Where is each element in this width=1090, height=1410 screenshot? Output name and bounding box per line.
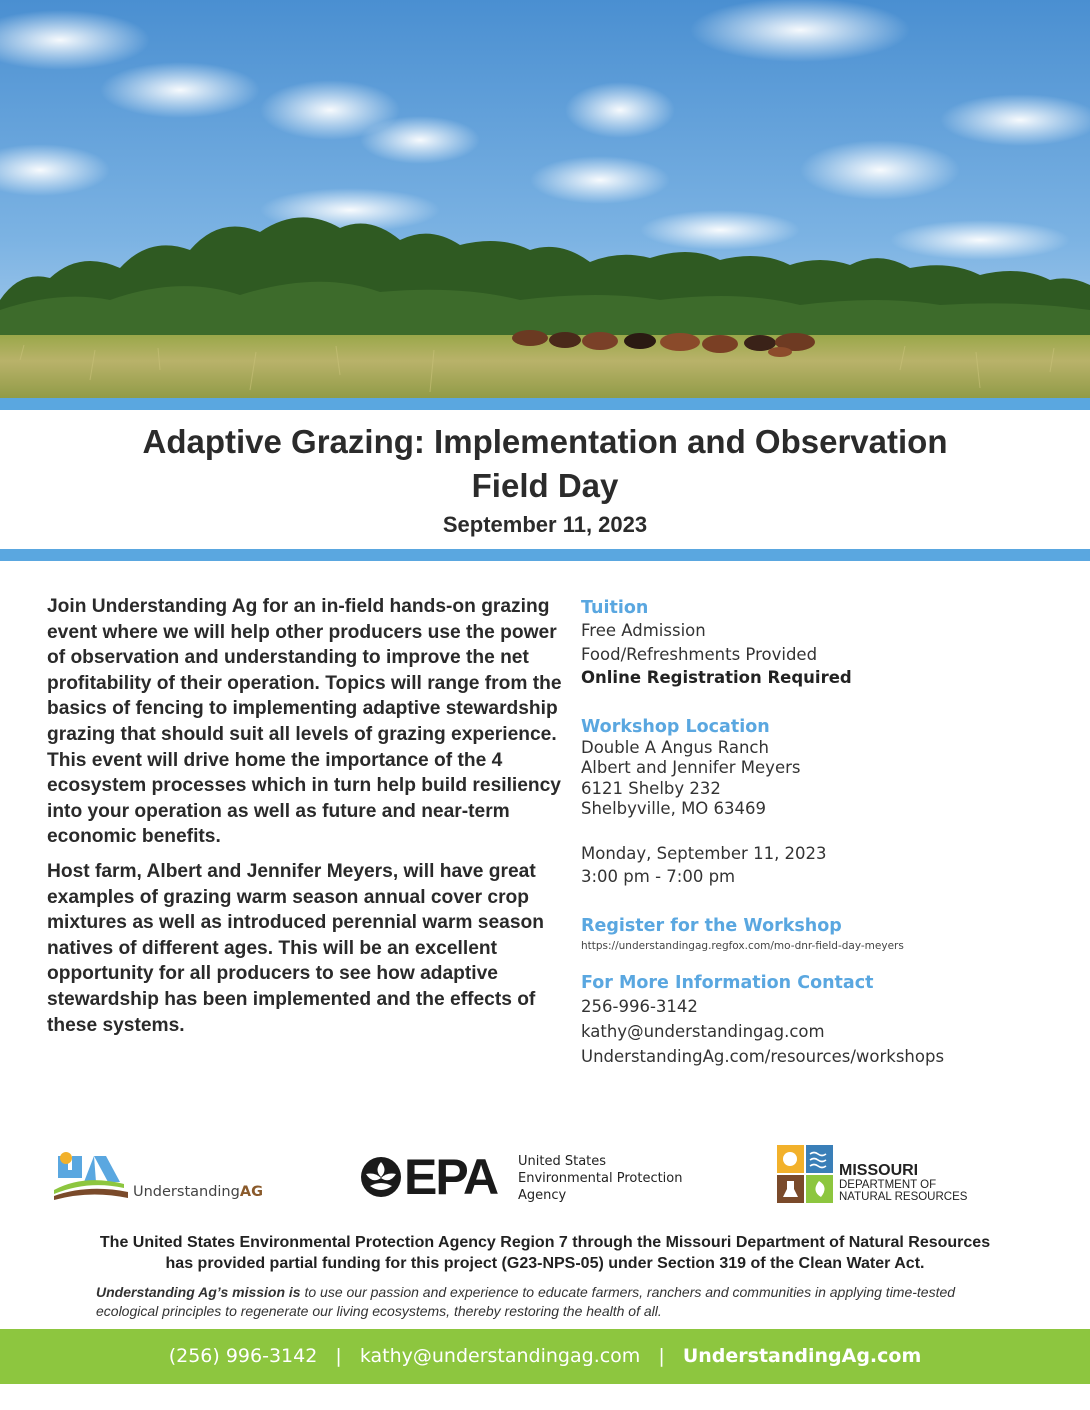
hero-photo [0, 0, 1090, 400]
contact-website[interactable]: UnderstandingAg.com/resources/workshops [581, 1046, 945, 1066]
epa-subtitle-line: United States [518, 1154, 607, 1169]
missouri-dnr-logo [777, 1145, 997, 1205]
location-line: Albert and Jennifer Meyers [581, 758, 801, 777]
event-day: Monday, September 11, 2023 [581, 843, 827, 863]
mo-dnr-subtitle-line: NATURAL RESOURCES [839, 1191, 968, 1203]
pasture-landscape-image [0, 0, 1090, 400]
event-date: September 11, 2023 [442, 512, 648, 537]
event-description [47, 594, 567, 1047]
middle-blue-rule [0, 549, 1090, 561]
tuition-line: Food/Refreshments Provided [581, 644, 818, 664]
mission-statement [96, 1283, 996, 1321]
epa-flower-icon [360, 1156, 402, 1198]
ua-logo-word: Understanding [133, 1184, 240, 1200]
epa-subtitle-line: Environmental Protection [518, 1171, 683, 1186]
top-blue-rule [0, 398, 1090, 410]
epa-subtitle [518, 1153, 708, 1204]
ua-logo-text [133, 1184, 263, 1200]
footer-phone[interactable]: (256) 996-3142 [168, 1345, 318, 1367]
epa-logo [360, 1150, 720, 1205]
contact-heading: For More Information Contact [581, 972, 874, 993]
location-heading: Workshop Location [581, 716, 770, 737]
mo-dnr-subtitle [839, 1179, 967, 1203]
footer-email[interactable]: kathy@understandingag.com [359, 1345, 641, 1367]
footer-divider: | [658, 1345, 665, 1367]
description-paragraph: Host farm, Albert and Jennifer Meyers, will have great examples of grazing warm season annual cover crop mixtures as well as introduced perennial warm season natives of different ages. This will be an excellent opportunity for all producers to see how adaptive stewardship has been implemented and the effects of these systems. [47, 860, 544, 1036]
ua-mark-icon [54, 1152, 132, 1200]
tuition-line: Free Admission [581, 621, 706, 640]
epa-subtitle-line: Agency [518, 1188, 567, 1203]
understanding-ag-logo [54, 1152, 294, 1202]
register-heading: Register for the Workshop [581, 915, 842, 936]
ua-logo-word-bold: AG [239, 1184, 263, 1200]
event-title-line2: Field Day [471, 467, 619, 504]
funding-statement [0, 1232, 1090, 1274]
location-line: 6121 Shelby 232 [581, 778, 721, 798]
footer-website[interactable]: UnderstandingAg.com [682, 1345, 922, 1367]
mission-lead: Understanding Ag’s mission is [96, 1284, 301, 1300]
mo-dnr-mark-icon [777, 1145, 833, 1203]
event-details [581, 597, 1061, 1069]
funding-line: The United States Environmental Protection Agency Region 7 through the Missouri Department of Natural Resources [99, 1234, 991, 1251]
event-time: 3:00 pm - 7:00 pm [581, 867, 736, 886]
register-link[interactable]: https://understandingag.regfox.com/mo-dnr-field-day-meyers [581, 939, 904, 952]
epa-wordmark: EPA [404, 1149, 498, 1205]
tuition-heading: Tuition [581, 598, 649, 618]
title-block [0, 420, 1090, 538]
contact-phone[interactable]: 256-996-3142 [581, 996, 698, 1016]
funding-line: has provided partial funding for this project (G23-NPS-05) under Section 319 of the Clean Water Act. [165, 1255, 925, 1272]
location-line: Shelbyville, MO 63469 [581, 799, 767, 818]
footer-contact-bar [0, 1329, 1090, 1384]
description-paragraph: Join Understanding Ag for an in-field hands-on grazing event where we will help other producers use the power of observation and understanding to improve the net profitability of their operation. Topics will range from the basics of fencing to implementing adaptive stewardship grazing that should suit all levels of grazing experience. This event will drive home the importance of the 4 ecosystem processes which in turn help build resiliency into your operation as well as future and near-term economic benefits. [47, 596, 562, 848]
mo-dnr-title: MISSOURI [839, 1162, 919, 1179]
location-line: Double A Angus Ranch [581, 737, 769, 757]
contact-email[interactable]: kathy@understandingag.com [581, 1021, 825, 1041]
mo-dnr-subtitle-line: DEPARTMENT OF [839, 1179, 937, 1191]
grass-field [0, 335, 1090, 400]
event-title: Adaptive Grazing: Implementation and Observation [142, 423, 948, 460]
tuition-line: Online Registration Required [581, 668, 852, 687]
mission-text: to use our passion and experience to educate farmers, ranchers and communities in applying time-tested ecological principles to regenerate our living ecosystems, thereby restoring the health of all. [96, 1284, 956, 1319]
footer-divider: | [335, 1345, 342, 1367]
